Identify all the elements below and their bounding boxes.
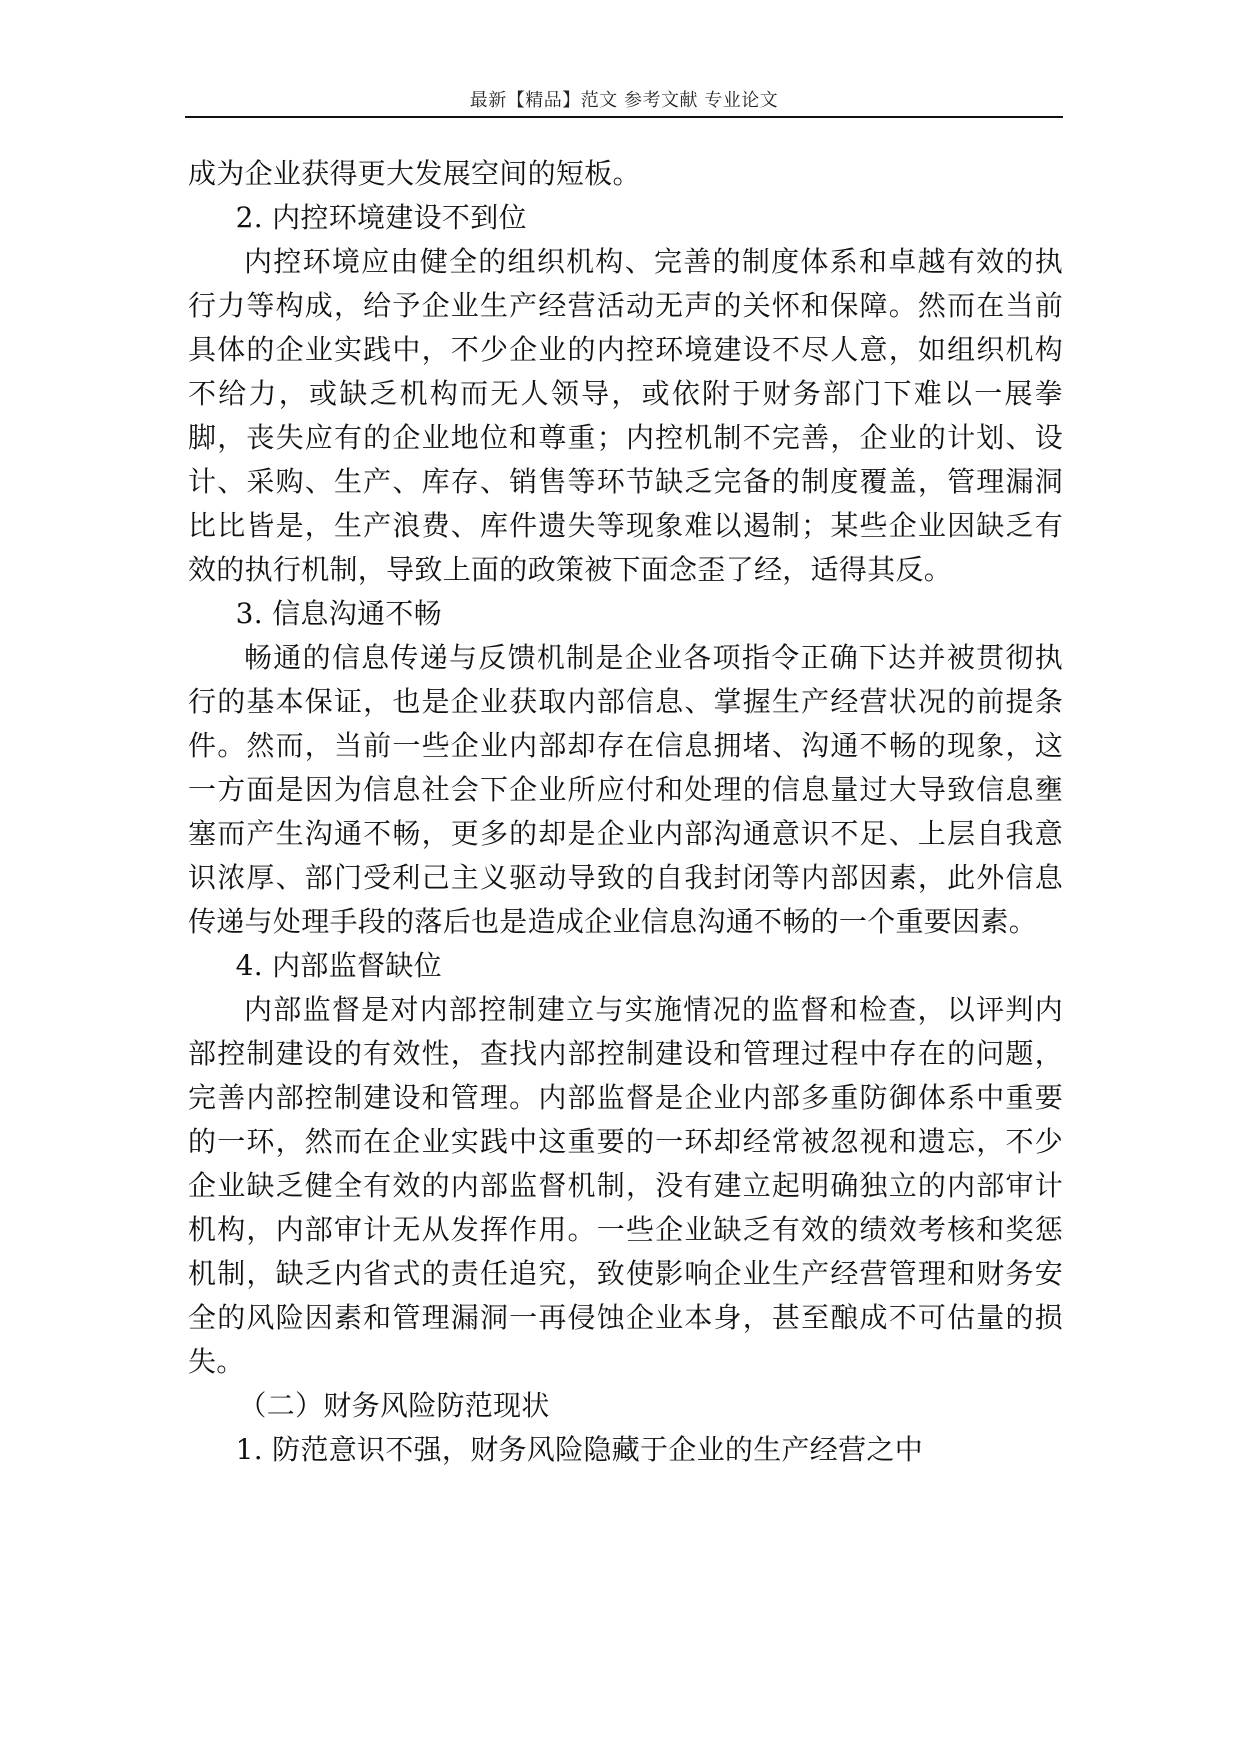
section-heading-3: 3. 信息沟通不畅 <box>235 597 442 630</box>
paragraph-continuation: 成为企业获得更大发展空间的短板。 <box>188 157 641 190</box>
paragraph-internal-supervision: 内部监督是对内部控制建立与实施情况的监督和检查，以评判内部控制建设的有效性，查找内部控制建设和管理过程中存在的问题，完善内部控制建设和管理。内部监督是企业内部多重防御体系中重要的一环，然而在企业实践中这重要的一环却经常被忽视和遗忘，不少企业缺乏健全有效的内部监督机制，没有建立起明确独立的内部审计机构，内部审计无从发挥作用。一些企业缺乏有效的绩效考核和奖惩机制，缺乏内省式的责任追究，致使影响企业生产经营管理和财务安全的风险因素和管理漏洞一再侵蚀企业本身，甚至酿成不可估量的损失。 <box>188 993 1063 1378</box>
document-body <box>188 152 1063 1472</box>
paragraph-internal-control-environment: 内控环境应由健全的组织机构、完善的制度体系和卓越有效的执行力等构成，给予企业生产经营活动无声的关怀和保障。然而在当前具体的企业实践中，不少企业的内控环境建设不尽人意，如组织机构不给力，或缺乏机构而无人领导，或依附于财务部门下难以一展拳脚，丧失应有的企业地位和尊重；内控机制不完善，企业的计划、设计、采购、生产、库存、销售等环节缺乏完备的制度覆盖，管理漏洞比比皆是，生产浪费、库件遗失等现象难以遏制；某些企业因缺乏有效的执行机制，导致上面的政策被下面念歪了经，适得其反。 <box>188 245 1063 586</box>
paragraph-information-communication: 畅通的信息传递与反馈机制是企业各项指令正确下达并被贯彻执行的基本保证，也是企业获取内部信息、掌握生产经营状况的前提条件。然而，当前一些企业内部却存在信息拥堵、沟通不畅的现象，这一方面是因为信息社会下企业所应付和处理的信息量过大导致信息壅塞而产生沟通不畅，更多的却是企业内部沟通意识不足、上层自我意识浓厚、部门受利己主义驱动导致的自我封闭等内部因素，此外信息传递与处理手段的落后也是造成企业信息沟通不畅的一个重要因素。 <box>188 641 1063 938</box>
section-heading-risk-awareness: 1. 防范意识不强，财务风险隐藏于企业的生产经营之中 <box>235 1433 924 1466</box>
section-heading-4: 4. 内部监督缺位 <box>235 949 442 982</box>
section-heading-financial-risk: （二）财务风险防范现状 <box>238 1389 550 1422</box>
section-heading-2: 2. 内控环境建设不到位 <box>235 201 527 234</box>
page-header: 最新【精品】范文 参考文献 专业论文 <box>469 90 779 111</box>
header-divider <box>185 116 1063 118</box>
